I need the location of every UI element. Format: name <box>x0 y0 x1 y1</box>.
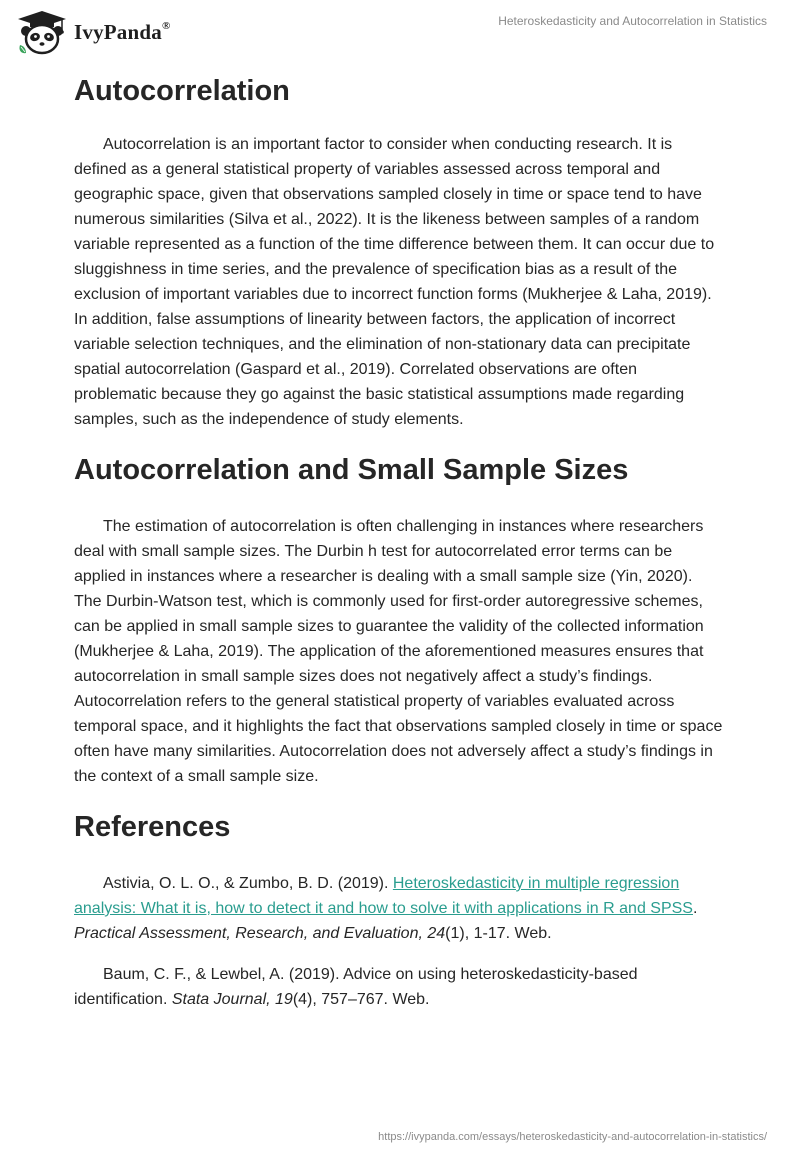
reference-item <box>74 962 724 1012</box>
section-heading-autocorrelation: Autocorrelation <box>74 75 290 107</box>
brand-name: IvyPanda® <box>74 19 171 44</box>
reference-punctuation: . <box>692 900 698 917</box>
reference-details: (4), 757–767. Web. <box>292 991 430 1008</box>
document-title: Heteroskedasticity and Autocorrelation in Statistics <box>498 14 767 28</box>
reference-authors: Baum, C. F., & Lewbel, A. (2019). Advice on using heteroskedasticity-based identification. <box>74 966 638 1008</box>
section-heading-small-sample: Autocorrelation and Small Sample Sizes <box>74 454 629 486</box>
section-paragraph-autocorrelation: Autocorrelation is an important factor to consider when conducting research. It is defined as a general statistical property of variables assessed across temporal and geographic space, given that observations sampled closely in time or space tend to have numerous similarities (Silva et al., 2022). It is the likeness between samples of a random variable represented as a function of the time difference between them. It can occur due to sluggishness in time series, and the prevalence of specification bias as a result of the exclusion of important variables due to incorrect function forms (Mukherjee & Laha, 2019). In addition, false assumptions of linearity between factors, the application of incorrect variable selection techniques, and the elimination of non-stationary data can precipitate spatial autocorrelation (Gaspard et al., 2019). Correlated observations are often problematic because they go against the basic statistical assumptions made regarding samples, such as the independence of study elements. <box>74 136 715 428</box>
reference-item <box>74 871 724 946</box>
reference-details: (1), 1-17. Web. <box>445 925 552 942</box>
reference-title-link[interactable]: Heteroskedasticity in multiple regression analysis: What it is, how to detect it and how to solve it with applications in R and SPSS <box>74 875 693 917</box>
panda-logo-icon <box>16 9 68 55</box>
ivypanda-logo[interactable] <box>16 9 170 55</box>
essay-content <box>74 70 724 1012</box>
page-header <box>0 0 800 64</box>
footer-url: https://ivypanda.com/essays/heteroskedasticity-and-autocorrelation-in-statistics/ <box>378 1131 767 1143</box>
references-heading: References <box>74 811 231 843</box>
reference-journal: Practical Assessment, Research, and Evaluation, 24 <box>74 925 446 942</box>
section-paragraph-small-sample: The estimation of autocorrelation is often challenging in instances where researchers deal with small sample sizes. The Durbin h test for autocorrelated error terms can be applied in instances where a researcher is dealing with a small sample size (Yin, 2020). The Durbin-Watson test, which is commonly used for first-order autoregressive schemes, can be applied in small sample sizes to guarantee the validity of the collected information (Mukherjee & Laha, 2019). The application of the aforementioned measures ensures that autocorrelation in small sample sizes does not negatively affect a study’s findings. Autocorrelation refers to the general statistical property of variables evaluated across temporal space, and it highlights the fact that observations sampled closely in time or space often have many similarities. Autocorrelation does not adversely affect a study’s findings in the context of a small sample size. <box>74 518 723 785</box>
reference-authors: Astivia, O. L. O., & Zumbo, B. D. (2019). <box>103 875 393 892</box>
reference-journal: Stata Journal, 19 <box>171 991 293 1008</box>
